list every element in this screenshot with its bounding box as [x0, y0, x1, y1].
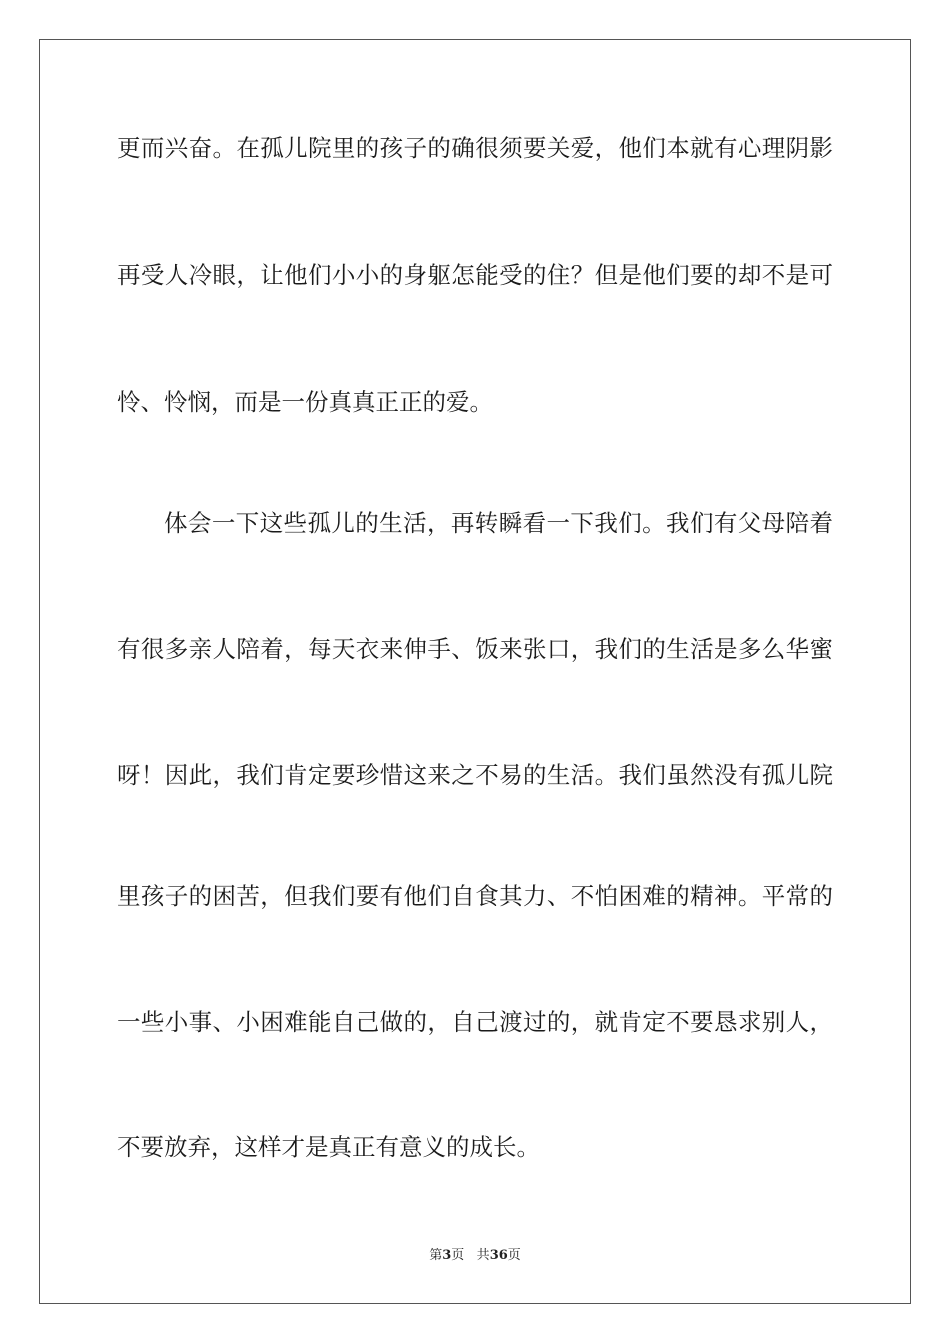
paragraph-line-1: 更而兴奋。在孤儿院里的孩子的确很须要关爱，他们本就有心理阴影 [117, 134, 833, 162]
paragraph-line-7: 里孩子的困苦，但我们要有他们自食其力、不怕困难的精神。平常的 [117, 882, 833, 910]
paragraph-line-3: 怜、怜悯，而是一份真真正正的爱。 [117, 388, 493, 416]
footer-page-suffix: 页 [451, 1248, 465, 1263]
page-border [39, 39, 911, 1304]
paragraph-line-8: 一些小事、小困难能自己做的，自己渡过的，就肯定不要恳求别人， [117, 1008, 833, 1036]
paragraph-line-5: 有很多亲人陪着，每天衣来伸手、饭来张口，我们的生活是多么华蜜 [117, 635, 833, 663]
paragraph-line-6: 呀！因此，我们肯定要珍惜这来之不易的生活。我们虽然没有孤儿院 [117, 761, 833, 789]
paragraph-line-2: 再受人冷眼，让他们小小的身躯怎能受的住？但是他们要的却不是可 [117, 261, 833, 289]
footer-total-suffix: 页 [507, 1248, 521, 1263]
footer-total-pages: 36 [489, 1248, 508, 1263]
footer-page-number: 3 [442, 1248, 452, 1263]
footer-total-prefix: 共 [476, 1248, 490, 1263]
paragraph-line-4: 体会一下这些孤儿的生活，再转瞬看一下我们。我们有父母陪着 [164, 509, 833, 537]
page-footer [0, 1247, 950, 1265]
paragraph-line-9: 不要放弃，这样才是真正有意义的成长。 [117, 1133, 540, 1161]
footer-prefix: 第 [429, 1248, 443, 1263]
